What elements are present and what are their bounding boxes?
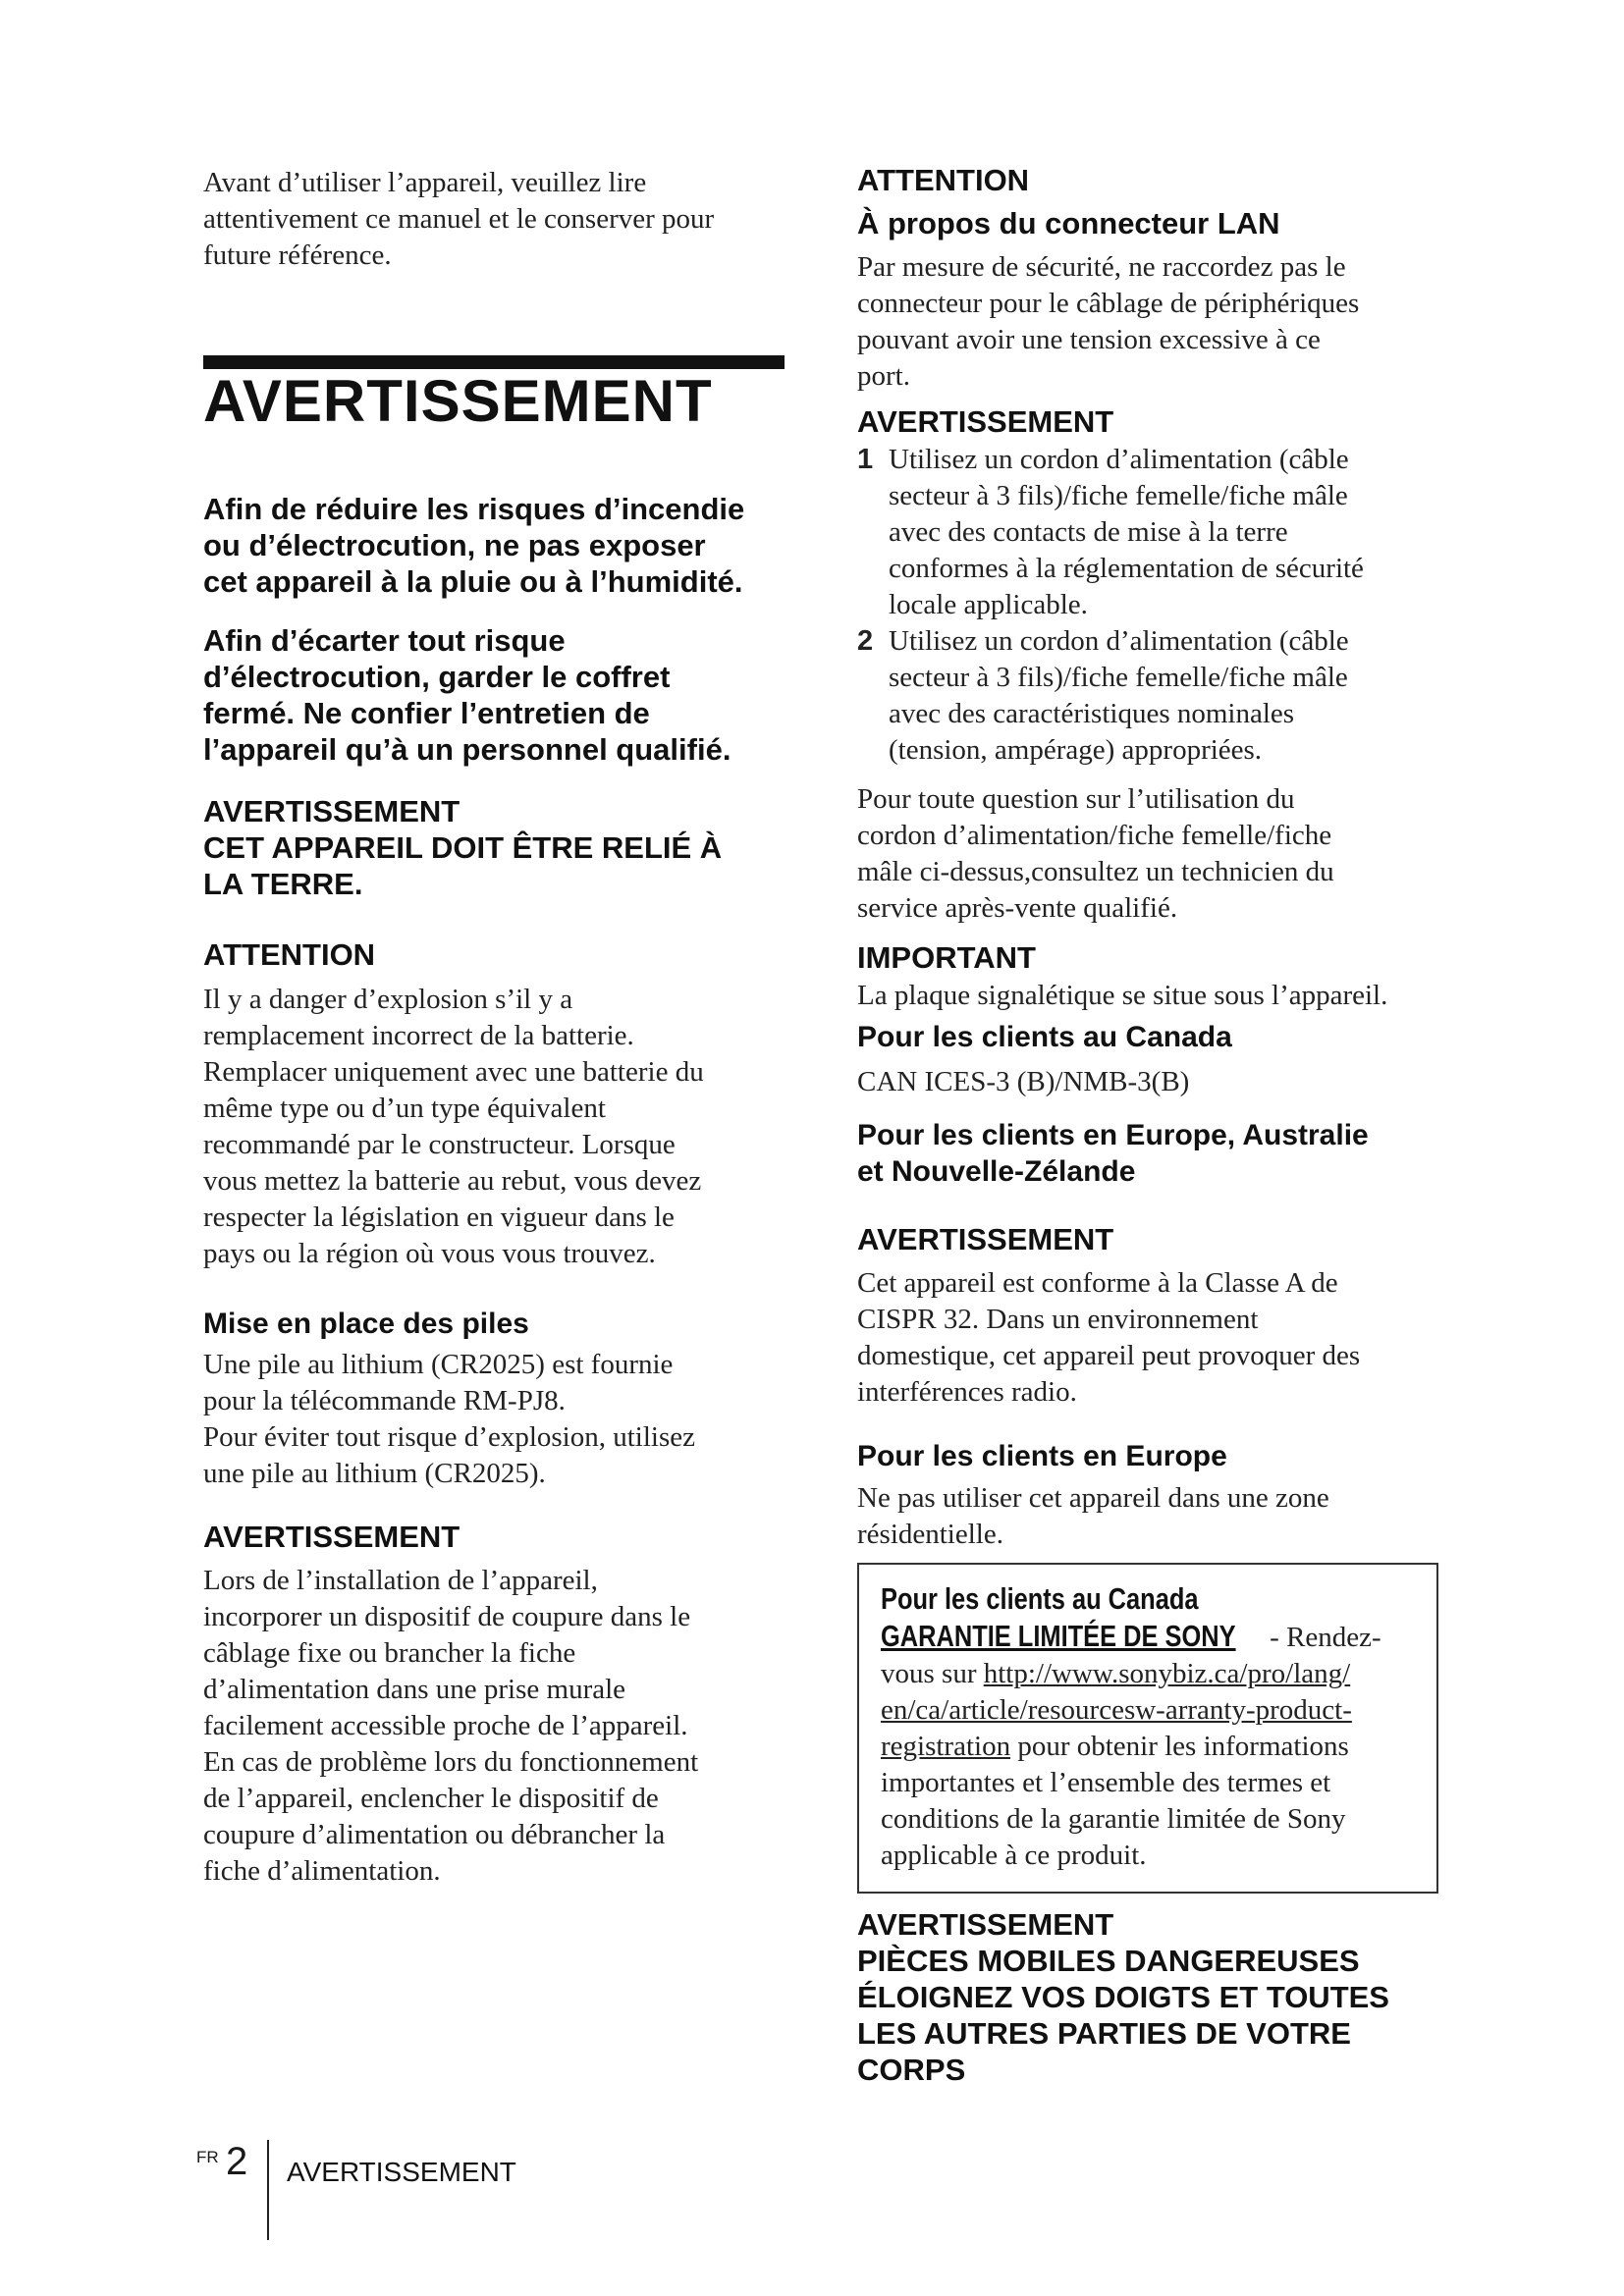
- class-a-heading: AVERTISSEMENT: [857, 1222, 1114, 1256]
- footer-divider: [267, 2140, 269, 2240]
- warranty-box-text: GARANTIE LIMITÉE DE SONY - Rendez- vous sur http://www.sonybiz.ca/pro/lang/ en/ca/article/resourcesw-arranty-product- registration pour obtenir les informations importantes et l’ensemble des termes et conditions de la garantie limitée de Sony applicable à ce produit.: [881, 1619, 1381, 1871]
- power-cord-list: [857, 442, 1446, 769]
- warranty-box-title: Pour les clients au Canada: [881, 1581, 1199, 1616]
- europe-text: Ne pas utiliser cet appareil dans une zone résidentielle.: [857, 1482, 1329, 1550]
- batteries-text: Une pile au lithium (CR2025) est fournie pour la télécommande RM-PJ8. Pour éviter tout risque d’explosion, utilisez une pile au lithium (CR2025).: [203, 1349, 695, 1489]
- earth-warning-heading: AVERTISSEMENT CET APPAREIL DOIT ÊTRE RELIÉ À LA TERRE.: [203, 794, 723, 901]
- fire-warning: Afin de réduire les risques d’incendie ou d’électrocution, ne pas exposer cet appareil à la pluie ou à l’humidité.: [203, 492, 745, 599]
- warranty-link[interactable]: registration: [881, 1731, 1011, 1762]
- batteries-heading: Mise en place des piles: [203, 1308, 529, 1340]
- europe-australia-heading: Pour les clients en Europe, Australie et Nouvelle-Zélande: [857, 1119, 1369, 1188]
- intro-paragraph: Avant d’utiliser l’appareil, veuillez lire attentivement ce manuel et le conserver pour future référence.: [203, 167, 715, 271]
- list-item: 2 Utilisez un cordon d’alimentation (câble secteur à 3 fils)/fiche femelle/fiche mâle avec des caractéristiques nominales (tension, ampérage) appropriées.: [857, 625, 1349, 766]
- europe-heading: Pour les clients en Europe: [857, 1440, 1227, 1472]
- shock-warning: Afin d’écarter tout risque d’électrocution, garder le coffret fermé. Ne confier l’entretien de l’appareil qu’à un personnel qualifié.: [203, 623, 731, 767]
- power-cord-heading: AVERTISSEMENT: [857, 404, 1114, 439]
- important-text: La plaque signalétique se situe sous l’appareil.: [857, 980, 1388, 1011]
- list-item: 1 Utilisez un cordon d’alimentation (câble secteur à 3 fils)/fiche femelle/fiche mâle avec des contacts de mise à la terre conformes à la réglementation de sécurité locale applicable.: [857, 444, 1364, 620]
- power-cord-note: Pour toute question sur l’utilisation du cordon d’alimentation/fiche femelle/fiche mâle ci-dessus,consultez un technicien du service après-vente qualifié.: [857, 783, 1334, 924]
- page-number: 2: [226, 2140, 248, 2183]
- warranty-link[interactable]: en/ca/article/resourcesw-arranty-product-: [881, 1694, 1352, 1726]
- lan-text: Par mesure de sécurité, ne raccordez pas le connecteur pour le câblage de périphériques pouvant avoir une tension excessive à ce port.: [857, 251, 1360, 392]
- footer-section-label: AVERTISSEMENT: [287, 2157, 516, 2187]
- warranty-link[interactable]: http://www.sonybiz.ca/pro/lang/: [983, 1658, 1351, 1689]
- installation-heading: AVERTISSEMENT: [203, 1520, 460, 1554]
- attention-heading: ATTENTION: [203, 937, 376, 972]
- footer-language: FR: [196, 2148, 219, 2166]
- important-heading: IMPORTANT: [857, 940, 1036, 975]
- attention-text: Il y a danger d’explosion s’il y a remplacement incorrect de la batterie. Remplacer uniquement avec une batterie du même type ou d’un type équivalent recommandé par le constructeur. Lorsque vous mettez la batterie au rebut, vous devez respecter la législation en vigueur dans le pays ou la région où vous vous trouvez.: [203, 984, 704, 1269]
- moving-parts-warning: AVERTISSEMENT PIÈCES MOBILES DANGEREUSES ÉLOIGNEZ VOS DOIGTS ET TOUTES LES AUTRES PARTIES DE VOTRE CORPS: [857, 1907, 1389, 2087]
- page-title: AVERTISSEMENT: [203, 368, 713, 434]
- warranty-title: GARANTIE LIMITÉE DE SONY: [881, 1619, 1236, 1653]
- installation-text: Lors de l’installation de l’appareil, incorporer un dispositif de coupure dans le câblage fixe ou brancher la fiche d’alimentation dans une prise murale facilement accessible proche de l’appareil. En cas de problème lors du fonctionnement de l’appareil, enclencher le dispositif de coupure d’alimentation ou débrancher la fiche d’alimentation.: [203, 1565, 699, 1887]
- lan-connector-heading: À propos du connecteur LAN: [857, 206, 1280, 240]
- canada-text: CAN ICES-3 (B)/NMB-3(B): [857, 1066, 1190, 1097]
- lan-attention-heading: ATTENTION: [857, 163, 1030, 197]
- class-a-text: Cet appareil est conforme à la Classe A de CISPR 32. Dans un environnement domestique, cet appareil peut provoquer des interférences radio.: [857, 1267, 1361, 1408]
- canada-warranty-box: [857, 1563, 1438, 1894]
- canada-heading: Pour les clients au Canada: [857, 1021, 1232, 1053]
